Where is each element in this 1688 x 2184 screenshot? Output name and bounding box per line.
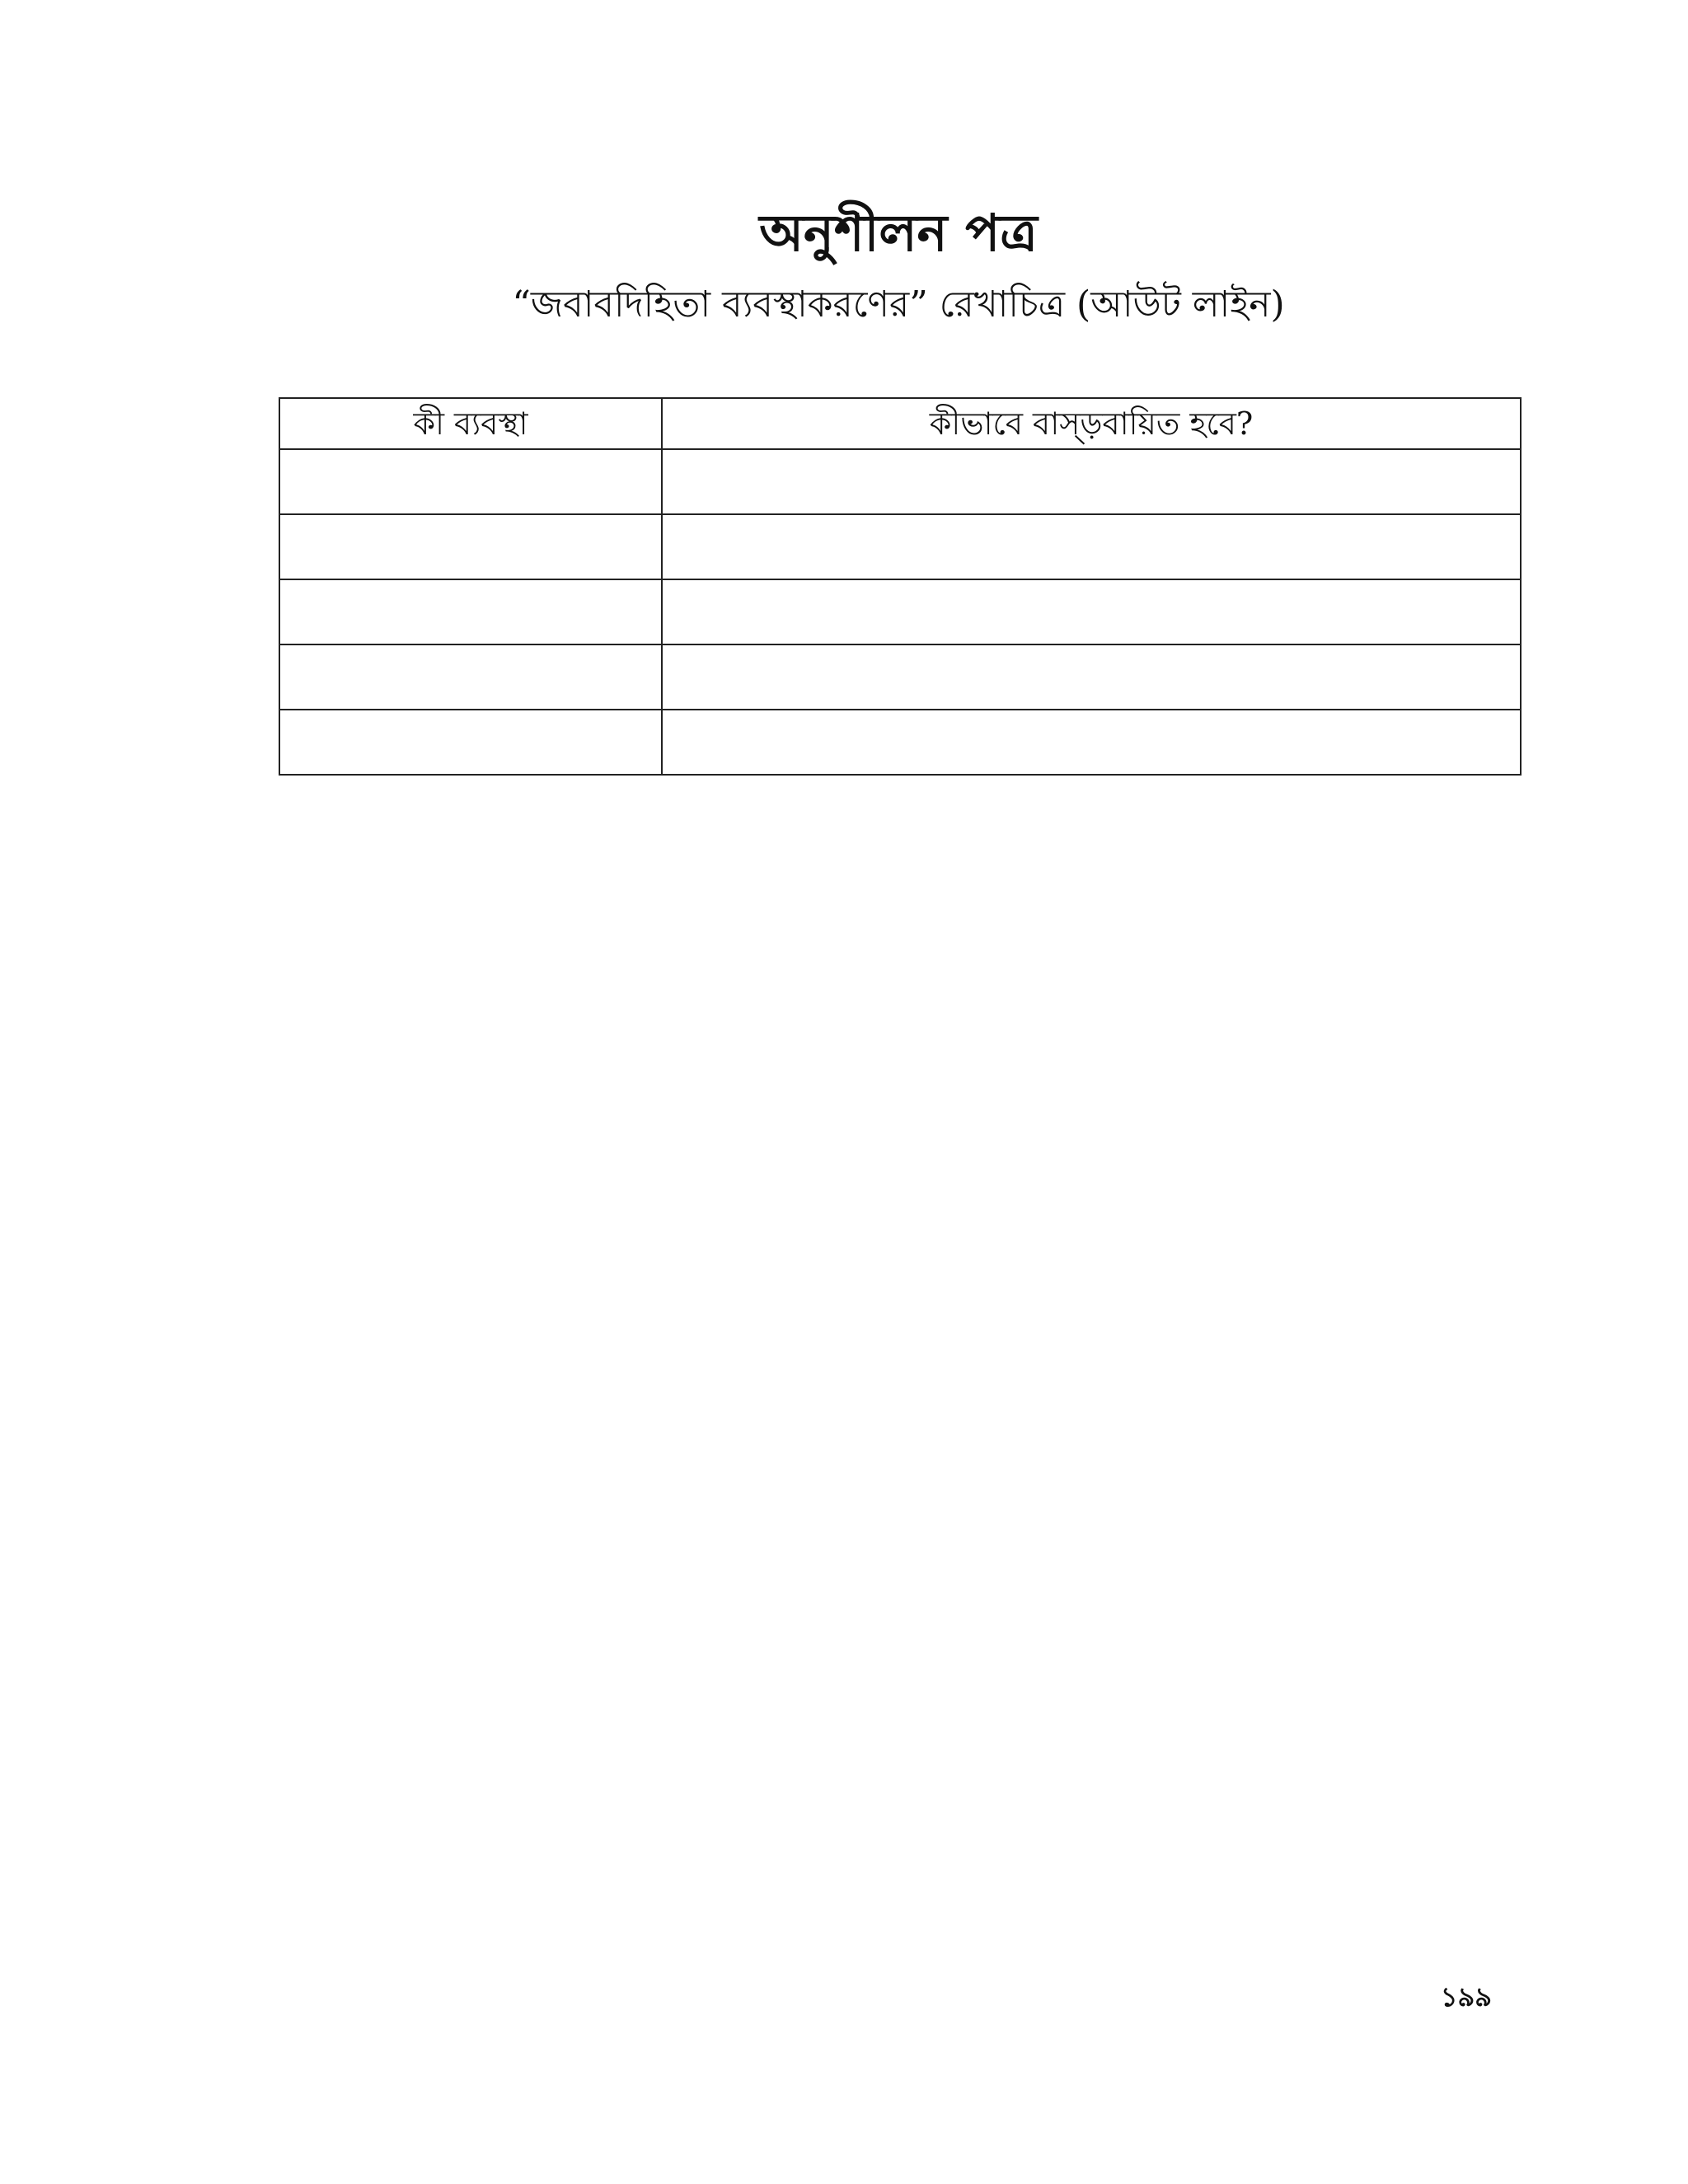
table-row	[279, 579, 1521, 644]
page-subtitle: “জবাবদিহিতা ব্যবস্থাকরণের” রেখাচিত্র (আউট লাইন)	[512, 284, 1285, 326]
table-row	[279, 449, 1521, 514]
table-cell-action	[279, 579, 662, 644]
table-cell-action	[279, 710, 662, 775]
table-cell-action	[279, 449, 662, 514]
table-row	[279, 710, 1521, 775]
column-header-implementation: কীভাবে বাস্ড়বায়িত হবে?	[662, 398, 1521, 449]
page-title: অনুশীলন পত্র	[759, 203, 1038, 263]
table-cell-implementation	[662, 449, 1521, 514]
table-cell-implementation	[662, 579, 1521, 644]
table-header-row	[279, 398, 1521, 449]
table-cell-implementation	[662, 644, 1521, 710]
table-cell-implementation	[662, 514, 1521, 579]
table-cell-implementation	[662, 710, 1521, 775]
column-header-action: কী ব্যবস্থা	[279, 398, 662, 449]
page-number: ১৯৯	[1440, 1981, 1492, 2013]
table-row	[279, 644, 1521, 710]
outline-table	[279, 397, 1522, 776]
table-cell-action	[279, 514, 662, 579]
table-cell-action	[279, 644, 662, 710]
table-row	[279, 514, 1521, 579]
